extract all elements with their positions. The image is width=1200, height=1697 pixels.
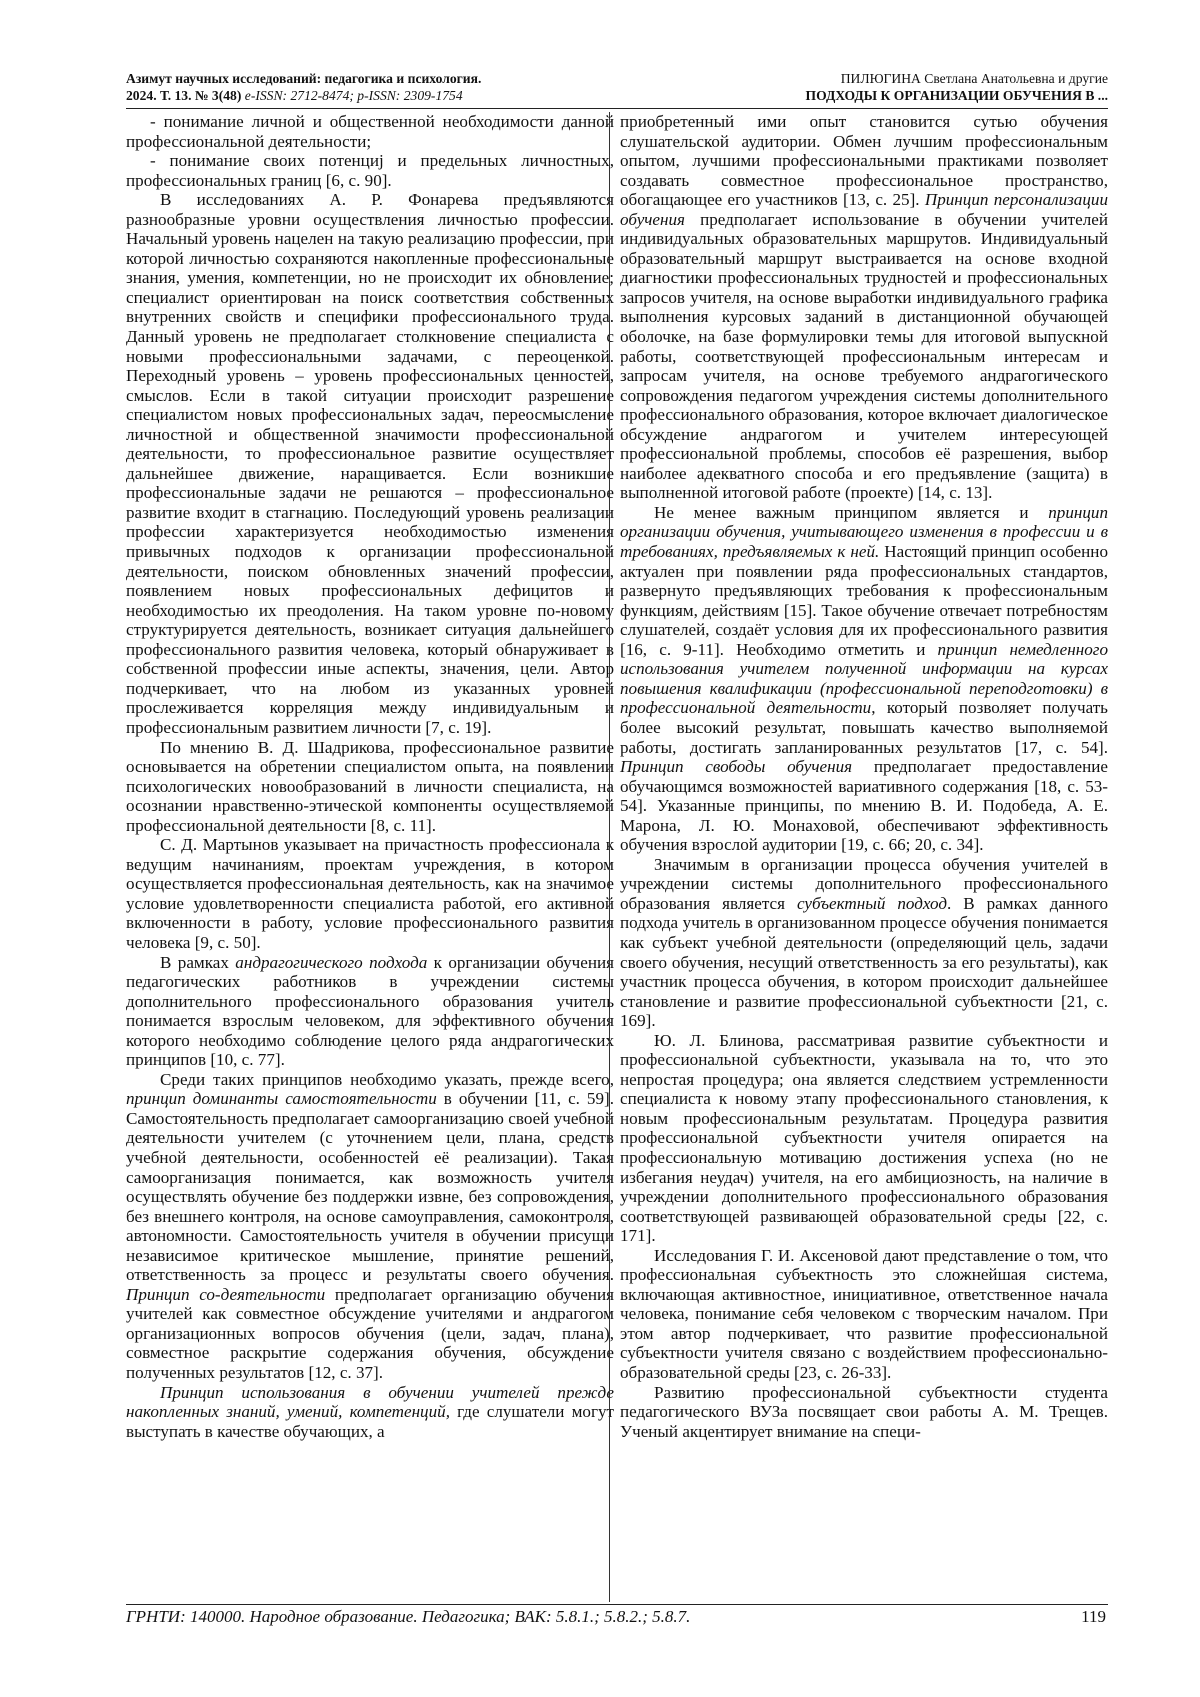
paragraph — [620, 503, 1108, 855]
emphasized-term: Принцип использования в обучении учителей прежде накопленных знаний, умений, компетенций, — [126, 1382, 614, 1422]
emphasized-term: Принцип свободы обучения — [620, 757, 853, 777]
header-divider — [126, 108, 1108, 109]
article-header — [638, 70, 1108, 104]
paragraph-text: Ю. Л. Блинова, рассматривая развитие субъектности и профессиональной субъектности, указывала на то, что это непростая процедура; она является следствием устремленности специалиста к новому этапу профессионального становления, к новым профессиональным результатам. Процедура развития профессиональной субъектности учителя опирается на профессиональную мотивацию достижения успеха (но не избегания неудач) учителя, на его амбициозность, на наличие в учреждении дополнительного профессионального образования соответствующей развивающей образовательной среды [22, с. 171]. — [620, 1030, 1108, 1246]
paragraph — [126, 1070, 614, 1383]
paragraph-text: Среди таких принципов необходимо указать, прежде всего, — [160, 1069, 614, 1089]
paragraph-text: к организации обучения педагогических работников в учреждении системы дополнительного профессионального образования учитель понимается взрослым человеком, для эффективного обучения которого необходимо соблюдение целого ряда андрагогических принципов [10, с. 77]. — [126, 952, 614, 1070]
left-text-column — [126, 112, 614, 1441]
paragraph — [126, 1383, 614, 1442]
paragraph — [620, 1246, 1108, 1383]
paragraph — [620, 1031, 1108, 1246]
paragraph — [620, 1383, 1108, 1442]
paragraph — [126, 738, 614, 836]
paragraph-text: . В рамках данного подхода учитель в организованном процессе обучения понимается как субъект учебной деятельности (определяющий цель, задачи своего обучения, несущий ответственность за его результаты), как участник процесса обучения, в котором происходит дальнейшее становление и развитие профессиональной субъектности [21, с. 169]. — [620, 893, 1109, 1031]
column-divider — [609, 112, 610, 1602]
paragraph-text: предполагает предоставление обучающимся возможностей вариативного содержания [18, с. 53-54]. Указанные принципы, по мнению В. И. Подобеда, А. Е. Марона, Л. Ю. Монаховой, обеспечивают эффективность обучения взрослой аудитории [19, с. 66; 20, с. 34]. — [620, 757, 1108, 855]
paragraph — [126, 953, 614, 1070]
emphasized-term: принцип доминанты самостоятельности — [126, 1089, 437, 1109]
paragraph-text: - понимание своих потенциј и предельных личностных, профессиональных границ [6, с. 90]. — [126, 151, 614, 190]
paragraph-text: По мнению В. Д. Шадрикова, профессиональное развитие основывается на обретении специалистом опыта, на появлении психологических новообразований в личности специалиста, на осознании нравственно-этической компоненты осуществляемой профессиональной деятельности [8, с. 11]. — [126, 737, 614, 835]
paragraph-text: в обучении [11, с. 59]. Самостоятельность предполагает самоорганизацию своей учебной деятельности учителем (с уточнением цели, плана, средств учебной деятельности, особенностей её реализации). Такая самоорганизация понимается, как возможность учителя осуществлять обучение без поддержки извне, без сопровождения, без внешнего контроля, на основе самоуправления, самоконтроля, автономности. Самостоятельность учителя в обучении присущи независимое критическое мышление, принятие решений, ответственность за процесс и результаты своего обучения. — [126, 1089, 614, 1285]
paragraph — [126, 835, 614, 952]
paragraph-text: приобретенный ими опыт становится сутью обучения слушательской аудитории. Обмен лучшим профессиональным опытом, лучшими профессиональными практиками позволяет создавать совместное профессиональное пространство, обогащающее его участников [13, с. 25]. — [620, 112, 1108, 210]
journal-header — [126, 70, 646, 104]
paragraph-text: Не менее важным принципом является и — [654, 502, 1049, 522]
footer-divider — [126, 1604, 1108, 1605]
emphasized-term: принцип немедленного использования учителем полученной информации на курсах повышения квалификации (профессиональной переподготовки) в профессиональной деятельности — [620, 639, 1108, 718]
article-title: ПОДХОДЫ К ОРГАНИЗАЦИИ ОБУЧЕНИЯ В ... — [805, 88, 1108, 103]
paragraph-text: В исследованиях А. Р. Фонарева предъявляются разнообразные уровни осуществления личностью профессии. Начальный уровень нацелен на такую реализацию профессии, при которой личностью сохраняются накопленные профессиональные знания, умения, компетенции, но не происходит их обновление; специалист ориентирован на поиск соответствия собственных внутренних свойств и специфики профессионального труда. Данный уровень не предполагает столкновение специалиста с новыми профессиональными задачами, с переоценкой. Переходный уровень – уровень профессиональных ценностей, смыслов. Если в такой ситуации происходит разрешение специалистом новых профессиональных задач, переосмысление личностной и общественной значимости профессиональной деятельности, то профессиональное развитие осуществляет дальнейшее движение, наращивается. Если возникшие профессиональные задачи не решаются – профессиональное развитие входит в стагнацию. Последующий уровень реализации профессии характеризуется необходимостью изменения привычных подходов к организации профессиональной деятельности, поиском обновленных значений профессии, появлением новых профессиональных дефицитов и необходимостью их преодоления. На таком уровне по-новому структурируется деятельность, возникает ситуация дальнейшего профессионального развития человека, который обнаруживает в собственной профессии иные аспекты, значения, цели. Автор подчеркивает, что на любом из указанных уровней прослеживается корреляция между индивидуальным и профессиональным развитием личности [7, с. 19]. — [126, 190, 614, 737]
paragraph-text: предполагает организацию обучения учителей как совместное обсуждение учителями и андрагогом организационных вопросов обучения (цели, задач, плана), совместное раскрытие содержания обучения, обсуждение полученных результатов [12, с. 37]. — [126, 1284, 614, 1382]
paragraph-text: предполагает использование в обучении учителей индивидуальных образовательных маршрутов. Индивидуальный образовательный маршрут выстраивается на основе входной диагностики профессиональных трудностей и профессиональных запросов учителя, на основе выработки индивидуального графика выполнения курсовых заданий в дистанционной обучающей оболочке, на базе формулировки темы для итоговой выпускной работы, соответствующей профессиональным интересам и запросам учителя, на основе требуемого андрагогического сопровождения педагогом учреждения системы дополнительного профессионального образования, которое включает диалогическое обсуждение андрагогом и учителем интересующей профессиональной проблемы, способов её разрешения, выбор наиболее адекватного способа и его предъявление (защита) в выполненной итоговой работе (проекте) [14, с. 13]. — [620, 209, 1108, 503]
paragraph-text: С. Д. Мартынов указывает на причастность профессионала к ведущим начинаниям, проектам учреждения, в котором осуществляется профессиональная деятельность, как на значимое условие удовлетворенности специалиста работой, его активной включенности в работу, условие профессионального развития человека [9, с. 50]. — [126, 835, 614, 952]
paragraph-text: Исследования Г. И. Аксеновой дают представление о том, что профессиональная субъектность это сложнейшая система, включающая активностное, инициативное, ответственное начала человека, понимание себя человеком с творческим началом. При этом автор подчеркивает, что развитие профессиональной субъектности учителя связано с воздействием профессионально-образовательной среды [23, с. 26-33]. — [620, 1245, 1108, 1382]
emphasized-term: Принцип со-деятельности — [126, 1284, 326, 1304]
journal-title: Азимут научных исследований: педагогика и психология. — [126, 71, 482, 86]
emphasized-term: принцип организации обучения, учитывающего изменения в профессии и в требованиях, предъявляемых к ней. — [620, 502, 1108, 562]
paragraph-text: Развитию профессиональной субъектности студента педагогического ВУЗа посвящает свои работы А. М. Трещев. Ученый акцентирует внимание на специ- — [620, 1382, 1108, 1441]
paragraph-text: Настоящий принцип особенно актуален при появлении ряда профессиональных стандартов, развернуто предъявляющих требования к профессиональным функциям, действиям [15]. Такое обучение отвечает потребностям слушателей, создаёт условия для их профессионального развития [16, с. 9-11]. Необходимо отметить и — [620, 542, 1108, 659]
paragraph-text: , который позволяет получать более высокий результат, повышать качество выполняемой работы, достигать запланированных результатов [17, с. 54]. — [620, 698, 1108, 757]
paragraph — [620, 855, 1108, 1031]
journal-issue-line — [126, 87, 646, 104]
paragraph — [126, 112, 614, 151]
paragraph — [620, 112, 1108, 503]
issue-number: 2024. Т. 13. № 3(48) — [126, 88, 242, 103]
issn: e-ISSN: 2712-8474; p-ISSN: 2309-1754 — [244, 88, 463, 103]
article-authors: ПИЛЮГИНА Светлана Анатольевна и другие — [840, 71, 1108, 86]
paragraph-text: В рамках — [160, 952, 236, 972]
classification-codes: ГРНТИ: 140000. Народное образование. Педагогика; ВАК: 5.8.1.; 5.8.2.; 5.8.7. — [126, 1607, 691, 1626]
emphasized-term: Принцип персонализации обучения — [620, 190, 1108, 229]
emphasized-term: субъектный подход — [796, 893, 947, 913]
paragraph — [126, 151, 614, 190]
paragraph-text: где слушатели могут выступать в качестве обучающих, а — [126, 1402, 614, 1441]
emphasized-term: андрагогического подхода — [235, 952, 428, 972]
right-text-column — [620, 112, 1108, 1441]
paragraph — [126, 190, 614, 737]
paragraph-text: Значимым в организации процесса обучения учителей в учреждении системы дополнительного профессионального образования является — [620, 854, 1108, 913]
page-number: 119 — [1081, 1607, 1106, 1626]
paragraph-text: - понимание личной и общественной необходимости данной профессиональной деятельности; — [126, 112, 614, 151]
